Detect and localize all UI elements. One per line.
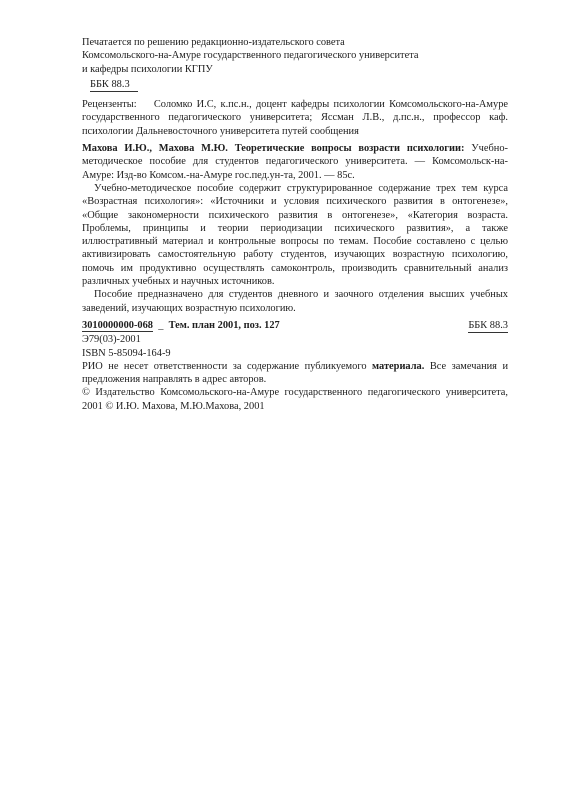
codes-row: 3010000000-068 _ Тем. план 2001, поз. 127 ББК 88.3 (82, 319, 508, 333)
series-code: Э79(03)-2001 (82, 334, 141, 346)
reviewer-second: Яссман Л.В., д.пс.н., профессор каф. психологии Дальневосточного университета путей сообщения (82, 112, 508, 137)
publication-code: 3010000000-068 (82, 319, 153, 331)
bbk-top-code: ББК 88.3 (90, 78, 138, 92)
copyright-notice: © Издательство Комсомольского-на-Амуре государственного педагогического университета, 2001 © И.Ю. Махова, М.Ю.Махова, 2001 (82, 387, 508, 412)
reviewer-first: Соломко И.С, к.пс.н., доцент кафедры психологии Комсомольского-на-Амуре государственного педагогического университета; (82, 99, 509, 124)
isbn: ISBN 5-85094-164-9 (82, 347, 171, 359)
theme-plan: Тем. план 2001, поз. 127 (168, 319, 280, 331)
rio-normal: РИО не несет ответственности за содержание публикуемого (82, 360, 367, 372)
citation-authors: Махова И.Ю., Махова М.Ю. Теоретические вопросы возрасти психологии: (82, 143, 465, 155)
rio-rest: Все замечания и предложения направлять в адрес авторов. (82, 360, 509, 386)
department-line: и кафедры психологии КГПУ (82, 63, 213, 75)
rio-disclaimer (82, 360, 508, 387)
abstract-paragraph-1: Учебно-методическое пособие содержит структурированное содержание трех тем курса «Возрастная психология»: «Источники и условия психического развития в онтогенезе», «Общие закономерности психического развития в онтогенезе», «Категория возраста. Проблемы, принципы и теории периодизации психического развития», а также иллюстративный материал и контрольные вопросы по темам. Пособие составлено с целью активизировать самостоятельную работу студентов, изучающих возрастную психологию, помочь им продуктивно осуществлять самоконтроль, производить сравнительный анализ различных учебных и научных источников. (82, 182, 508, 288)
university-line: Комсомольского-на-Амуре государственного педагогического университета (82, 50, 419, 62)
rio-bold: материала. (372, 360, 425, 372)
citation-block (82, 142, 508, 182)
abstract-paragraph-2: Пособие предназначено для студентов дневного и заочного отделения высших учебных заведений, изучающих возрастную психологию. (82, 289, 508, 314)
citation-rest: Учебно-методическое пособие для студентов педагогического университета. — Комсомольск-на-Амуре: Изд-во Комсом.-на-Амуре гос.пед.ун-та, 2001. — 85с. (82, 143, 508, 181)
bbk-bottom-code: ББК 88.3 (468, 319, 508, 333)
print-decision-line: Печатается по решению редакционно-издательского совета (82, 37, 345, 48)
reviewers-label: Рецензенты: (82, 99, 137, 111)
reviewers-block (82, 98, 508, 138)
